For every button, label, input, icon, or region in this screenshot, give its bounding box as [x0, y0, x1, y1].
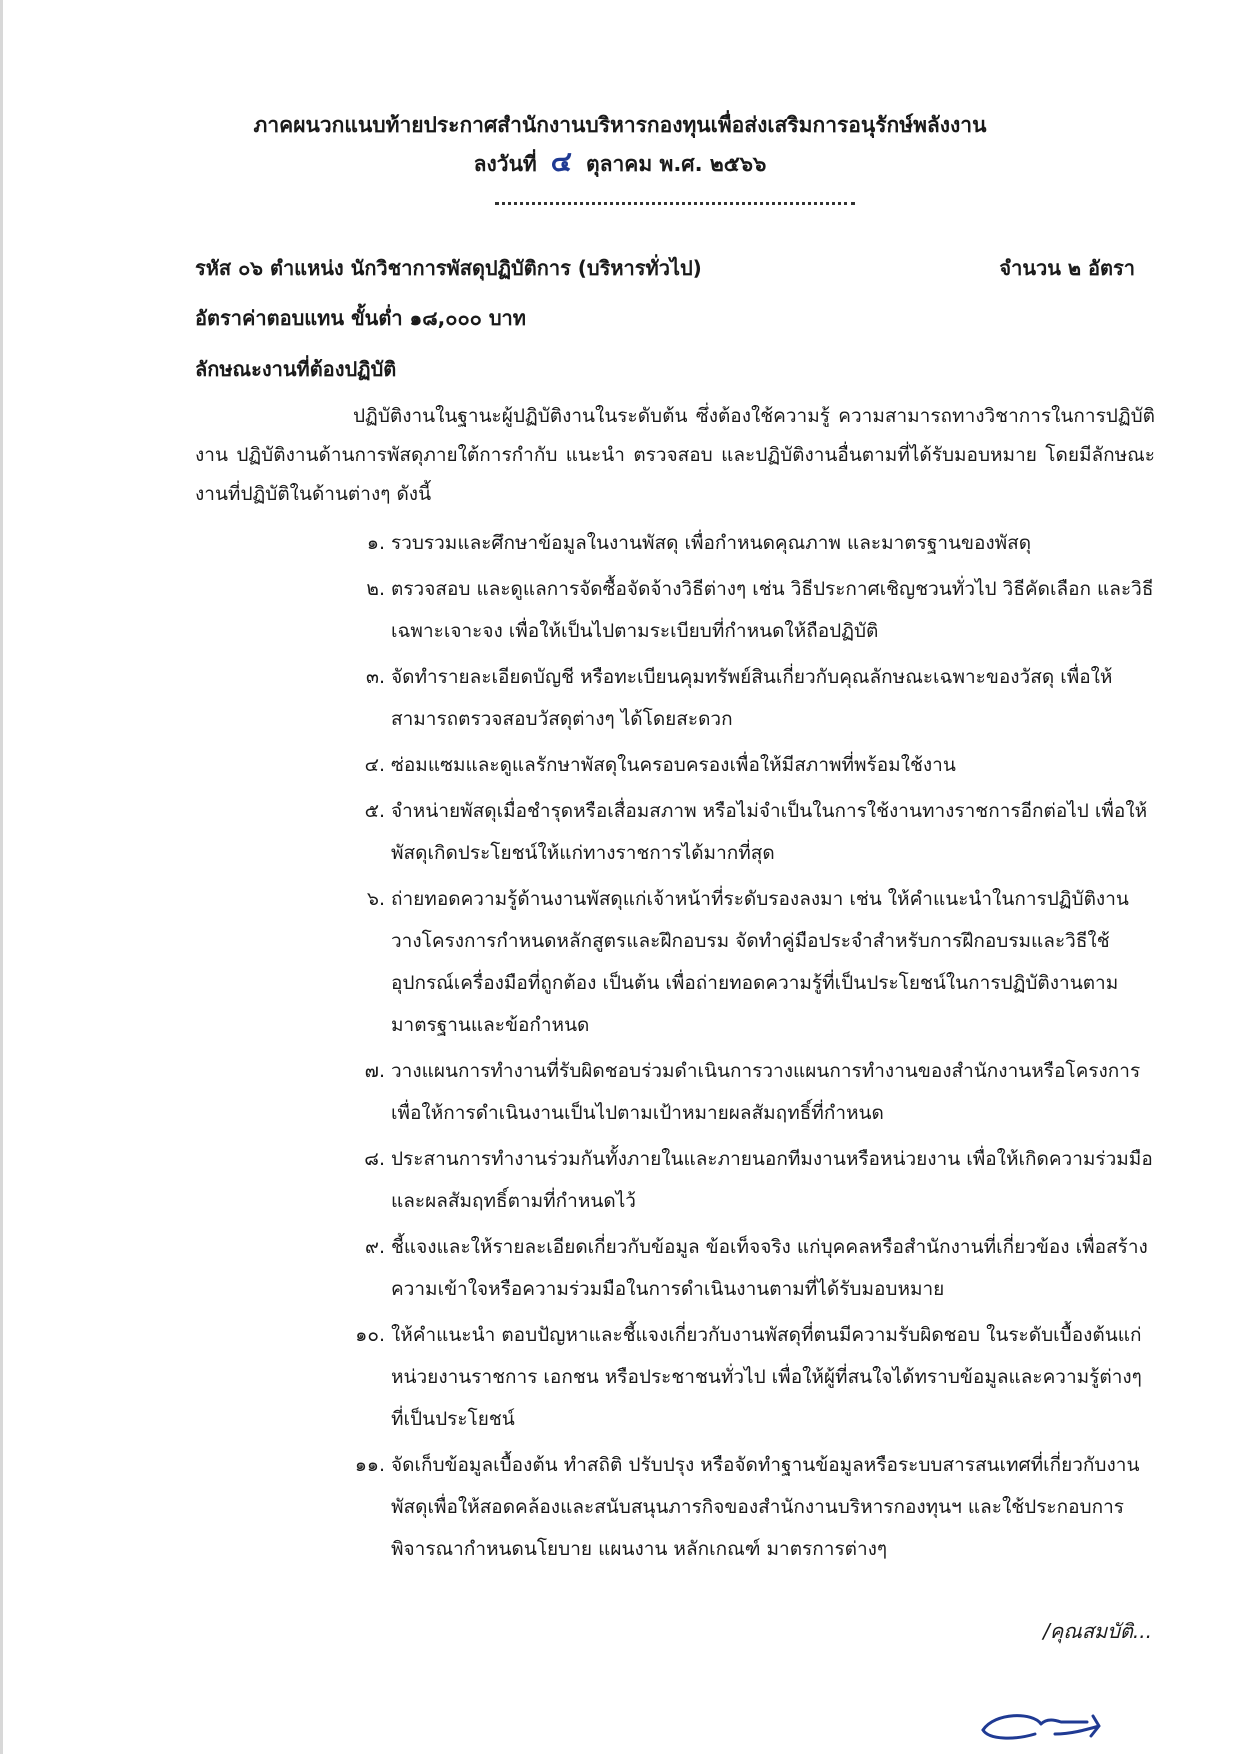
duty-number: ๕.	[364, 800, 385, 822]
dotted-separator	[495, 202, 855, 205]
page-edge	[0, 0, 3, 1754]
duty-text: วางแผนการทำงานที่รับผิดชอบร่วมดำเนินการวางแผนการทำงานของสำนักงานหรือโครงการเพื่อให้การดำเนินงานเป็นไปตามเป้าหมายผลสัมฤทธิ์ที่กำหนด	[391, 1060, 1141, 1124]
date-prefix: ลงวันที่	[473, 152, 537, 176]
position-count: จำนวน ๒ อัตรา	[999, 256, 1135, 280]
duty-text: ชี้แจงและให้รายละเอียดเกี่ยวกับข้อมูล ข้อเท็จจริง แก่บุคคลหรือสำนักงานที่เกี่ยวข้อง เพื่อสร้างความเข้าใจหรือความร่วมมือในการดำเนินงานตามที่ได้รับมอบหมาย	[391, 1236, 1148, 1300]
duties-heading: ลักษณะงานที่ต้องปฏิบัติ	[195, 357, 397, 381]
duty-number: ๑๑.	[354, 1454, 385, 1476]
position-title: รหัส ๐๖ ตำแหน่ง นักวิชาการพัสดุปฏิบัติการ (บริหารทั่วไป)	[195, 256, 702, 280]
date-rest: ตุลาคม พ.ศ. ๒๕๖๖	[585, 152, 767, 176]
duty-item	[345, 1050, 1157, 1134]
signature-mark	[975, 1700, 1125, 1750]
document-title: ภาคผนวกแนบท้ายประกาศสำนักงานบริหารกองทุนเพื่อส่งเสริมการอนุรักษ์พลังงาน	[253, 113, 987, 137]
continuation-note: /คุณสมบัติ...	[1043, 1619, 1152, 1643]
duty-item	[345, 522, 1157, 564]
document-header	[0, 108, 1240, 184]
date-day: ๔	[550, 145, 572, 178]
duty-item	[345, 1314, 1157, 1440]
duty-item	[345, 1138, 1157, 1222]
salary-line: อัตราค่าตอบแทน ขั้นต่ำ ๑๘,๐๐๐ บาท	[195, 306, 526, 330]
duty-number: ๙.	[365, 1236, 385, 1258]
duty-item	[345, 744, 1157, 786]
duty-item	[345, 656, 1157, 740]
duty-number: ๗.	[364, 1060, 385, 1082]
duty-text: ประสานการทำงานร่วมกันทั้งภายในและภายนอกทีมงานหรือหน่วยงาน เพื่อให้เกิดความร่วมมือและผลสัมฤทธิ์ตามที่กำหนดไว้	[391, 1148, 1153, 1212]
duty-text: ซ่อมแซมและดูแลรักษาพัสดุในครอบครองเพื่อให้มีสภาพที่พร้อมใช้งาน	[391, 754, 956, 776]
duty-number: ๖.	[366, 888, 385, 910]
intro-paragraph: ปฏิบัติงานในฐานะผู้ปฏิบัติงานในระดับต้น ซึ่งต้องใช้ความรู้ ความสามารถทางวิชาการในการปฏิบัติงาน ปฏิบัติงานด้านการพัสดุภายใต้การกำกับ แนะนำ ตรวจสอบ และปฏิบัติงานอื่นตามที่ได้รับมอบหมาย โดยมีลักษณะงานที่ปฏิบัติในด้านต่างๆ ดังนี้	[195, 405, 1155, 505]
duty-text: รวบรวมและศึกษาข้อมูลในงานพัสดุ เพื่อกำหนดคุณภาพ และมาตรฐานของพัสดุ	[391, 532, 1032, 554]
duty-item	[345, 568, 1157, 652]
duty-text: จัดทำรายละเอียดบัญชี หรือทะเบียนคุมทรัพย์สินเกี่ยวกับคุณลักษณะเฉพาะของวัสดุ เพื่อให้สามารถตรวจสอบวัสดุต่างๆ ได้โดยสะดวก	[391, 666, 1113, 730]
document-date	[0, 142, 1240, 184]
duty-text: ถ่ายทอดความรู้ด้านงานพัสดุแก่เจ้าหน้าที่ระดับรองลงมา เช่น ให้คำแนะนำในการปฏิบัติงาน วางโครงการกำหนดหลักสูตรและฝึกอบรม จัดทำคู่มือประจำสำหรับการฝึกอบรมและวิธีใช้อุปกรณ์เครื่องมือที่ถูกต้อง เป็นต้น เพื่อถ่ายทอดความรู้ที่เป็นประโยชน์ในการปฏิบัติงานตามมาตรฐานและข้อกำหนด	[391, 888, 1129, 1036]
duty-text: จำหน่ายพัสดุเมื่อชำรุดหรือเสื่อมสภาพ หรือไม่จำเป็นในการใช้งานทางราชการอีกต่อไป เพื่อให้พัสดุเกิดประโยชน์ให้แก่ทางราชการได้มากที่สุด	[391, 800, 1148, 864]
duty-item	[345, 1226, 1157, 1310]
duty-number: ๒.	[366, 578, 385, 600]
position-line	[195, 252, 1135, 284]
duty-item	[345, 790, 1157, 874]
duty-list	[345, 522, 1157, 1574]
duty-number: ๑๐.	[355, 1324, 385, 1346]
duty-number: ๓.	[365, 666, 385, 688]
duty-number: ๑.	[366, 532, 385, 554]
duty-item	[345, 1444, 1157, 1570]
duty-number: ๔.	[364, 754, 385, 776]
duty-text: ตรวจสอบ และดูแลการจัดซื้อจัดจ้างวิธีต่างๆ เช่น วิธีประกาศเชิญชวนทั่วไป วิธีคัดเลือก และวิธีเฉพาะเจาะจง เพื่อให้เป็นไปตามระเบียบที่กำหนดให้ถือปฏิบัติ	[391, 578, 1154, 642]
duty-number: ๘.	[364, 1148, 385, 1170]
duty-item	[345, 878, 1157, 1046]
duty-text: ให้คำแนะนำ ตอบปัญหาและชี้แจงเกี่ยวกับงานพัสดุที่ตนมีความรับผิดชอบ ในระดับเบื้องต้นแก่หน่วยงานราชการ เอกชน หรือประชาชนทั่วไป เพื่อให้ผู้ที่สนใจได้ทราบข้อมูลและความรู้ต่างๆ ที่เป็นประโยชน์	[391, 1324, 1142, 1430]
duty-text: จัดเก็บข้อมูลเบื้องต้น ทำสถิติ ปรับปรุง หรือจัดทำฐานข้อมูลหรือระบบสารสนเทศที่เกี่ยวกับงานพัสดุเพื่อให้สอดคล้องและสนับสนุนภารกิจของสำนักงานบริหารกองทุนฯ และใช้ประกอบการพิจารณากำหนดนโยบาย แผนงาน หลักเกณฑ์ มาตรการต่างๆ	[391, 1454, 1140, 1560]
